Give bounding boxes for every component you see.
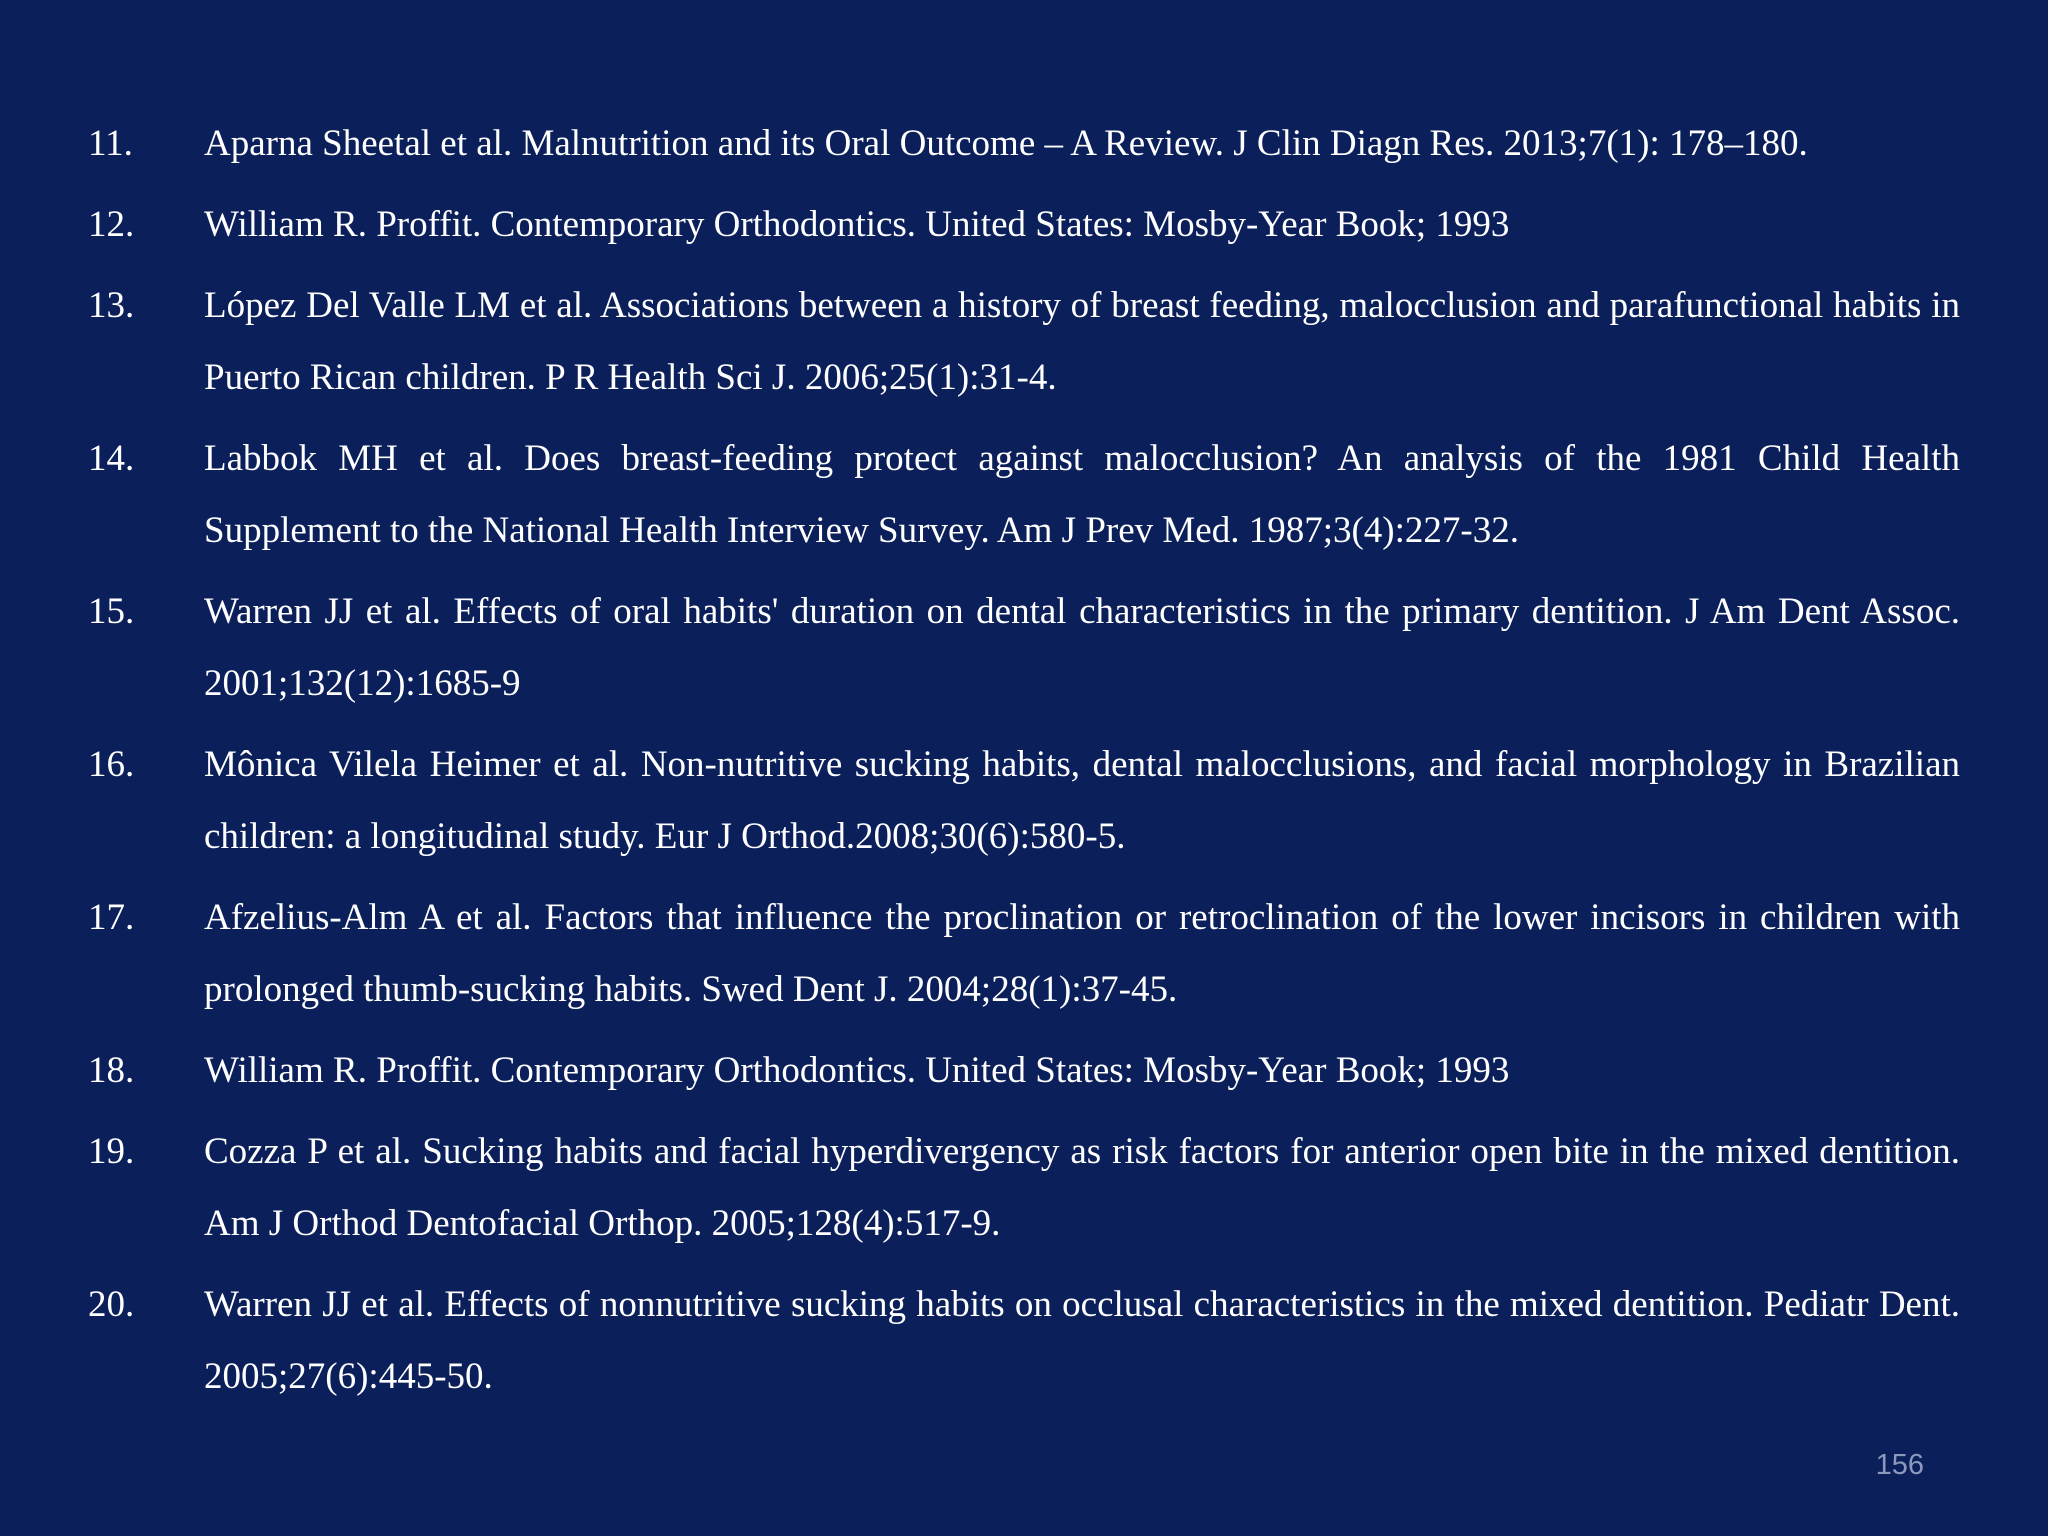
reference-number: 16. <box>88 744 135 785</box>
reference-item-11 <box>88 108 1960 180</box>
reference-item-12 <box>88 189 1960 261</box>
reference-text: William R. Proffit. Contemporary Orthodontics. United States: Mosby-Year Book; 1993 <box>204 204 1510 245</box>
reference-item-13 <box>88 270 1960 414</box>
reference-text: Warren JJ et al. Effects of oral habits' duration on dental characteristics in the primary dentition. J Am Dent Assoc. 2001;132(12):1685-9 <box>204 591 1960 704</box>
reference-list <box>88 108 1960 1422</box>
reference-text: Afzelius-Alm A et al. Factors that influence the proclination or retroclination of the lower incisors in children with prolonged thumb-sucking habits. Swed Dent J. 2004;28(1):37-45. <box>204 897 1960 1010</box>
reference-text: William R. Proffit. Contemporary Orthodontics. United States: Mosby-Year Book; 1993 <box>204 1050 1510 1091</box>
reference-number: 17. <box>88 897 135 938</box>
reference-number: 15. <box>88 591 135 632</box>
reference-item-20 <box>88 1269 1960 1413</box>
reference-text: López Del Valle LM et al. Associations between a history of breast feeding, malocclusion and parafunctional habits in Puerto Rican children. P R Health Sci J. 2006;25(1):31-4. <box>204 285 1960 398</box>
reference-number: 18. <box>88 1050 135 1091</box>
reference-item-16 <box>88 729 1960 873</box>
reference-number: 11. <box>88 123 133 164</box>
reference-item-15 <box>88 576 1960 720</box>
reference-number: 20. <box>88 1284 135 1325</box>
reference-number: 19. <box>88 1131 135 1172</box>
reference-number: 14. <box>88 438 135 479</box>
reference-item-17 <box>88 882 1960 1026</box>
reference-text: Aparna Sheetal et al. Malnutrition and its Oral Outcome – A Review. J Clin Diagn Res. 2013;7(1): 178–180. <box>204 123 1808 164</box>
reference-number: 12. <box>88 204 135 245</box>
reference-item-14 <box>88 423 1960 567</box>
reference-text: Mônica Vilela Heimer et al. Non-nutritive sucking habits, dental malocclusions, and facial morphology in Brazilian children: a longitudinal study. Eur J Orthod.2008;30(6):580-5. <box>204 744 1960 857</box>
reference-number: 13. <box>88 285 135 326</box>
reference-text: Labbok MH et al. Does breast-feeding protect against malocclusion? An analysis of the 1981 Child Health Supplement to the National Health Interview Survey. Am J Prev Med. 1987;3(4):227-32. <box>204 438 1960 551</box>
reference-text: Cozza P et al. Sucking habits and facial hyperdivergency as risk factors for anterior open bite in the mixed dentition. Am J Orthod Dentofacial Orthop. 2005;128(4):517-9. <box>204 1131 1960 1244</box>
reference-item-19 <box>88 1116 1960 1260</box>
reference-item-18 <box>88 1035 1960 1107</box>
page-number: 156 <box>1875 1449 1924 1481</box>
reference-text: Warren JJ et al. Effects of nonnutritive sucking habits on occlusal characteristics in the mixed dentition. Pediatr Dent. 2005;27(6):445-50. <box>204 1284 1960 1397</box>
